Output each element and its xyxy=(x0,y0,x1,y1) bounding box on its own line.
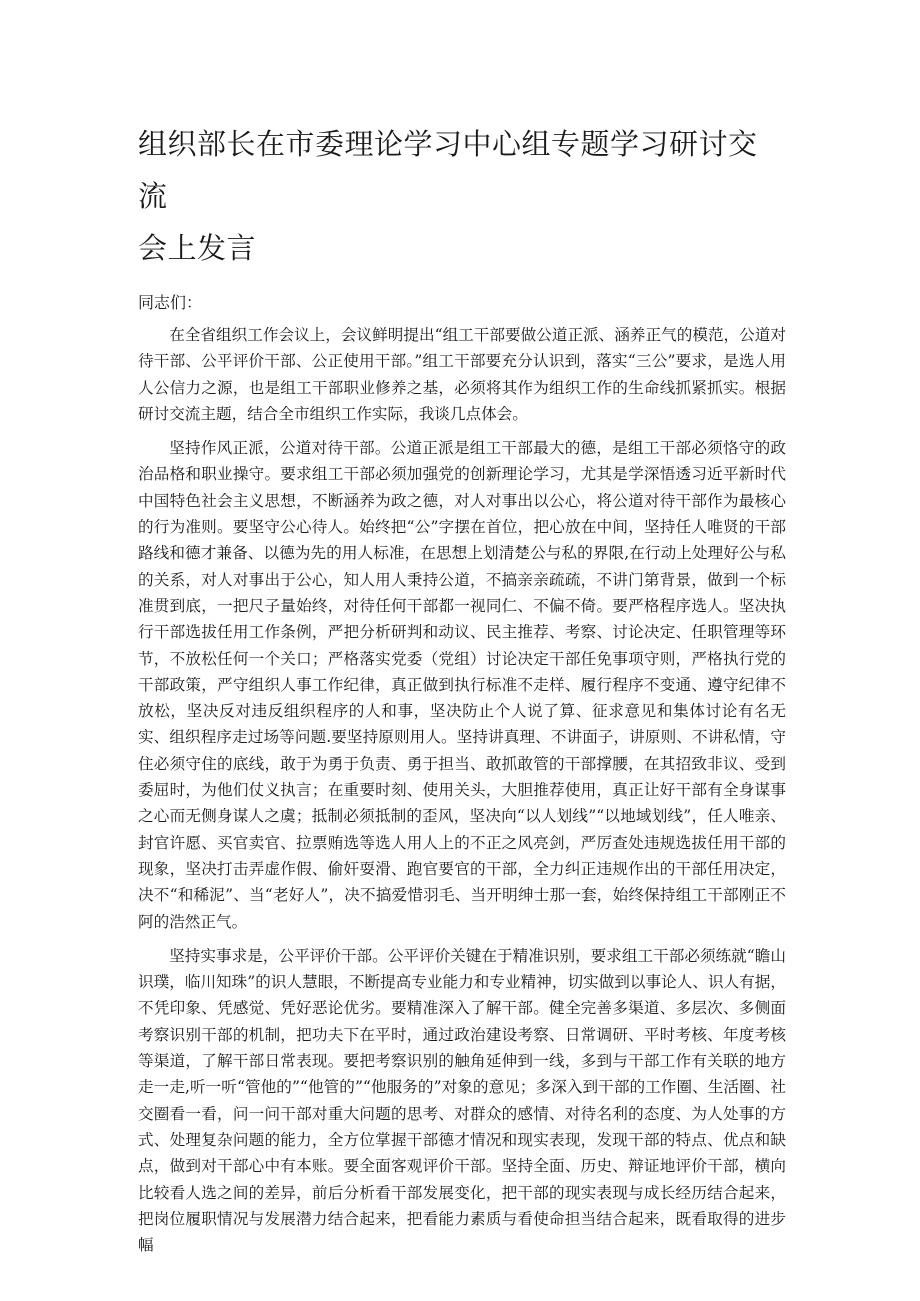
salutation: 同志们： xyxy=(138,293,203,312)
title-line-1: 组织部长在市委理论学习中心组专题学习研讨交流 xyxy=(138,127,758,213)
document-title xyxy=(138,118,786,274)
paragraph-fair-evaluation: 坚持实事求是，公平评价干部。公平评价关键在于精准识别，要求组工干部必须练就“瞻山识璞，临川知珠”的识人慧眼，不断提高专业能力和专业精神，切实做到以事论人、识人有据，不凭印象、凭感觉、凭好恶论优劣。要精准深入了解干部。健全完善多渠道、多层次、多侧面考察识别干部的机制，把功夫下在平时，通过政治建设考察、日常调研、平时考核、年度考核等渠道，了解干部日常表现。要把考察识别的触角延伸到一线，多到与干部工作有关联的地方走一走,听一听“管他的”“他管的”“他服务的”对象的意见；多深入到干部的工作圈、生活圈、社交圈看一看，问一问干部对重大问题的思考、对群众的感情、对待名利的态度、为人处事的方式、处理复杂问题的能力，全方位掌握干部德才情况和现实表现，发现干部的特点、优点和缺点，做到对干部心中有本账。要全面客观评价干部。坚持全面、历史、辩证地评价干部，横向比较看人选之间的差异，前后分析看干部发展变化，把干部的现实表现与成长经历结合起来，把岗位履职情况与发展潜力结合起来，把看能力素质与看使命担当结合起来，既看取得的进步幅 xyxy=(138,946,786,1255)
title-line-2: 会上发言 xyxy=(138,231,257,265)
document-page xyxy=(138,118,786,1258)
paragraph-intro: 在全省组织工作会议上，会议鲜明提出“组工干部要做公道正派、涵养正气的模范，公道对待干部、公平评价干部、公正使用干部。”组工干部要充分认识到，落实“三公”要求，是选人用人公信力之源，也是组工干部职业修养之基，必须将其作为组织工作的生命线抓紧抓实。根据研讨交流主题，结合全市组织工作实际，我谈几点体会。 xyxy=(138,326,786,423)
paragraph-fair-treatment: 坚持作风正派，公道对待干部。公道正派是组工干部最大的德，是组工干部必须恪守的政治品格和职业操守。要求组工干部必须加强党的创新理论学习，尤其是学深悟透习近平新时代中国特色社会主义思想，不断涵养为政之德，对人对事出以公心，将公道对待干部作为最核心的行为准则。要坚守公心待人。始终把“公”字摆在首位，把心放在中间，坚持任人唯贤的干部路线和德才兼备、以德为先的用人标准，在思想上划清楚公与私的界限,在行动上处理好公与私的关系，对人对事出于公心，知人用人秉持公道，不搞亲亲疏疏，不讲门第背景，做到一个标准贯到底，一把尺子量始终，对待任何干部都一视同仁、不偏不倚。要严格程序选人。坚决执行干部选拔任用工作条例，严把分析研判和动议、民主推荐、考察、讨论决定、任职管理等环节，不放松任何一个关口；严格落实党委（党组）讨论决定干部任免事项守则，严格执行党的干部政策，严守组织人事工作纪律，真正做到执行标准不走样、履行程序不变通、遵守纪律不放松，坚决反对违反组织程序的人和事，坚决防止个人说了算、征求意见和集体讨论有名无实、组织程序走过场等问题.要坚持原则用人。坚持讲真理、不讲面子，讲原则、不讲私情，守住必须守住的底线，敢于为勇于负责、勇于担当、敢抓敢管的干部撑腰，在其招致非议、受到委屈时，为他们仗义执言；在重要时刻、使用关头，大胆推荐使用，真正让好干部有全身谋事之心而无侧身谋人之虞；抵制必须抵制的歪风，坚决向“以人划线”“以地域划线”，任人唯亲、封官许愿、买官卖官、拉票贿选等选人用人上的不正之风亮剑，严厉查处违规选拔任用干部的现象，坚决打击弄虚作假、偷奸耍滑、跑官要官的干部，全力纠正违规作出的干部任用决定，决不“和稀泥”、当“老好人”，决不搞爱惜羽毛、当开明绅士那一套，始终保持组工干部刚正不阿的浩然正气。 xyxy=(138,439,786,931)
